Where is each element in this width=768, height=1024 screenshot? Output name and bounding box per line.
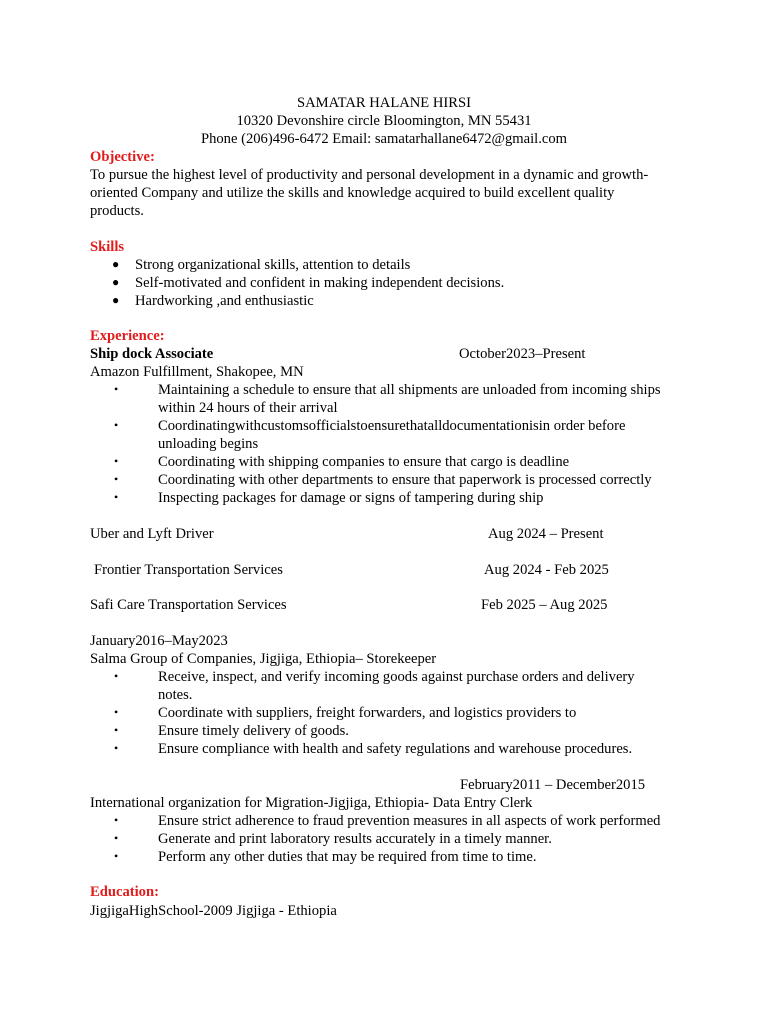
bullet-icon: • bbox=[114, 705, 119, 719]
candidate-name: SAMATAR HALANE HIRSI bbox=[297, 95, 471, 111]
bullet-icon: • bbox=[114, 741, 119, 755]
objective-heading: Objective: bbox=[90, 149, 155, 165]
job-bullet: Ensure compliance with health and safety regulations and warehouse procedures. bbox=[158, 741, 633, 757]
bullet-icon: • bbox=[114, 472, 119, 486]
experience-heading: Experience: bbox=[90, 328, 165, 344]
job-company: Amazon Fulfillment, Shakopee, MN bbox=[90, 364, 304, 380]
bullet-icon: ● bbox=[112, 275, 120, 289]
bullet-icon: • bbox=[114, 723, 119, 737]
bullet-icon: ● bbox=[112, 257, 120, 271]
job-dates: Aug 2024 - Feb 2025 bbox=[484, 562, 609, 578]
job-bullet: Perform any other duties that may be required from time to time. bbox=[158, 849, 537, 865]
job-bullet: Receive, inspect, and verify incoming goods against purchase orders and delivery bbox=[158, 669, 635, 685]
job-bullet-continued: notes. bbox=[158, 687, 193, 703]
education-line: JigjigaHighSchool-2009 Jigjiga - Ethiopia bbox=[90, 903, 337, 919]
job-bullet: Ensure strict adherence to fraud prevention measures in all aspects of work performed bbox=[158, 813, 661, 829]
bullet-icon: • bbox=[114, 454, 119, 468]
job-bullet: Coordinate with suppliers, freight forwarders, and logistics providers to bbox=[158, 705, 577, 721]
job-company: Salma Group of Companies, Jigjiga, Ethiopia– Storekeeper bbox=[90, 651, 437, 667]
candidate-address: 10320 Devonshire circle Bloomington, MN 55431 bbox=[236, 113, 532, 129]
bullet-icon: • bbox=[114, 418, 119, 432]
objective-line: oriented Company and utilize the skills and knowledge acquired to build excellent quality bbox=[90, 185, 615, 201]
skill-item: Hardworking ,and enthusiastic bbox=[135, 293, 314, 309]
job-dates: Aug 2024 – Present bbox=[488, 526, 604, 542]
job-dates: October2023–Present bbox=[459, 346, 586, 362]
job-title: Ship dock Associate bbox=[90, 346, 214, 362]
skill-item: Self-motivated and confident in making independent decisions. bbox=[135, 275, 505, 291]
job-bullet: Inspecting packages for damage or signs of tampering during ship bbox=[158, 490, 544, 506]
job-title: Uber and Lyft Driver bbox=[90, 526, 214, 542]
job-dates: February2011 – December2015 bbox=[460, 777, 646, 793]
candidate-contact: Phone (206)496-6472 Email: samatarhallane6472@gmail.com bbox=[200, 131, 568, 147]
skill-item: Strong organizational skills, attention to details bbox=[135, 257, 411, 273]
bullet-icon: ● bbox=[112, 293, 120, 307]
bullet-icon: • bbox=[114, 849, 119, 863]
objective-line: To pursue the highest level of productivity and personal development in a dynamic and growth- bbox=[90, 167, 649, 183]
job-bullet-continued: within 24 hours of their arrival bbox=[158, 400, 338, 416]
bullet-icon: • bbox=[114, 831, 119, 845]
job-bullet: Coordinatingwithcustomsofficialstoensurethatalldocumentationisin order before bbox=[158, 418, 626, 434]
job-bullet: Maintaining a schedule to ensure that all shipments are unloaded from incoming ships bbox=[158, 382, 661, 398]
education-heading: Education: bbox=[90, 884, 159, 900]
job-title: Frontier Transportation Services bbox=[94, 562, 283, 578]
job-bullet: Generate and print laboratory results accurately in a timely manner. bbox=[158, 831, 552, 847]
job-bullet: Ensure timely delivery of goods. bbox=[158, 723, 349, 739]
bullet-icon: • bbox=[114, 813, 119, 827]
job-dates: January2016–May2023 bbox=[90, 633, 228, 649]
objective-line: products. bbox=[90, 203, 144, 219]
bullet-icon: • bbox=[114, 490, 119, 504]
job-bullet: Coordinating with other departments to ensure that paperwork is processed correctly bbox=[158, 472, 652, 488]
job-title: Safi Care Transportation Services bbox=[90, 597, 287, 613]
job-company: International organization for Migration-Jigjiga, Ethiopia- Data Entry Clerk bbox=[90, 795, 533, 811]
job-bullet: Coordinating with shipping companies to ensure that cargo is deadline bbox=[158, 454, 570, 470]
bullet-icon: • bbox=[114, 669, 119, 683]
job-bullet-continued: unloading begins bbox=[158, 436, 259, 452]
job-dates: Feb 2025 – Aug 2025 bbox=[481, 597, 608, 613]
skills-heading: Skills bbox=[90, 239, 125, 255]
bullet-icon: • bbox=[114, 382, 119, 396]
